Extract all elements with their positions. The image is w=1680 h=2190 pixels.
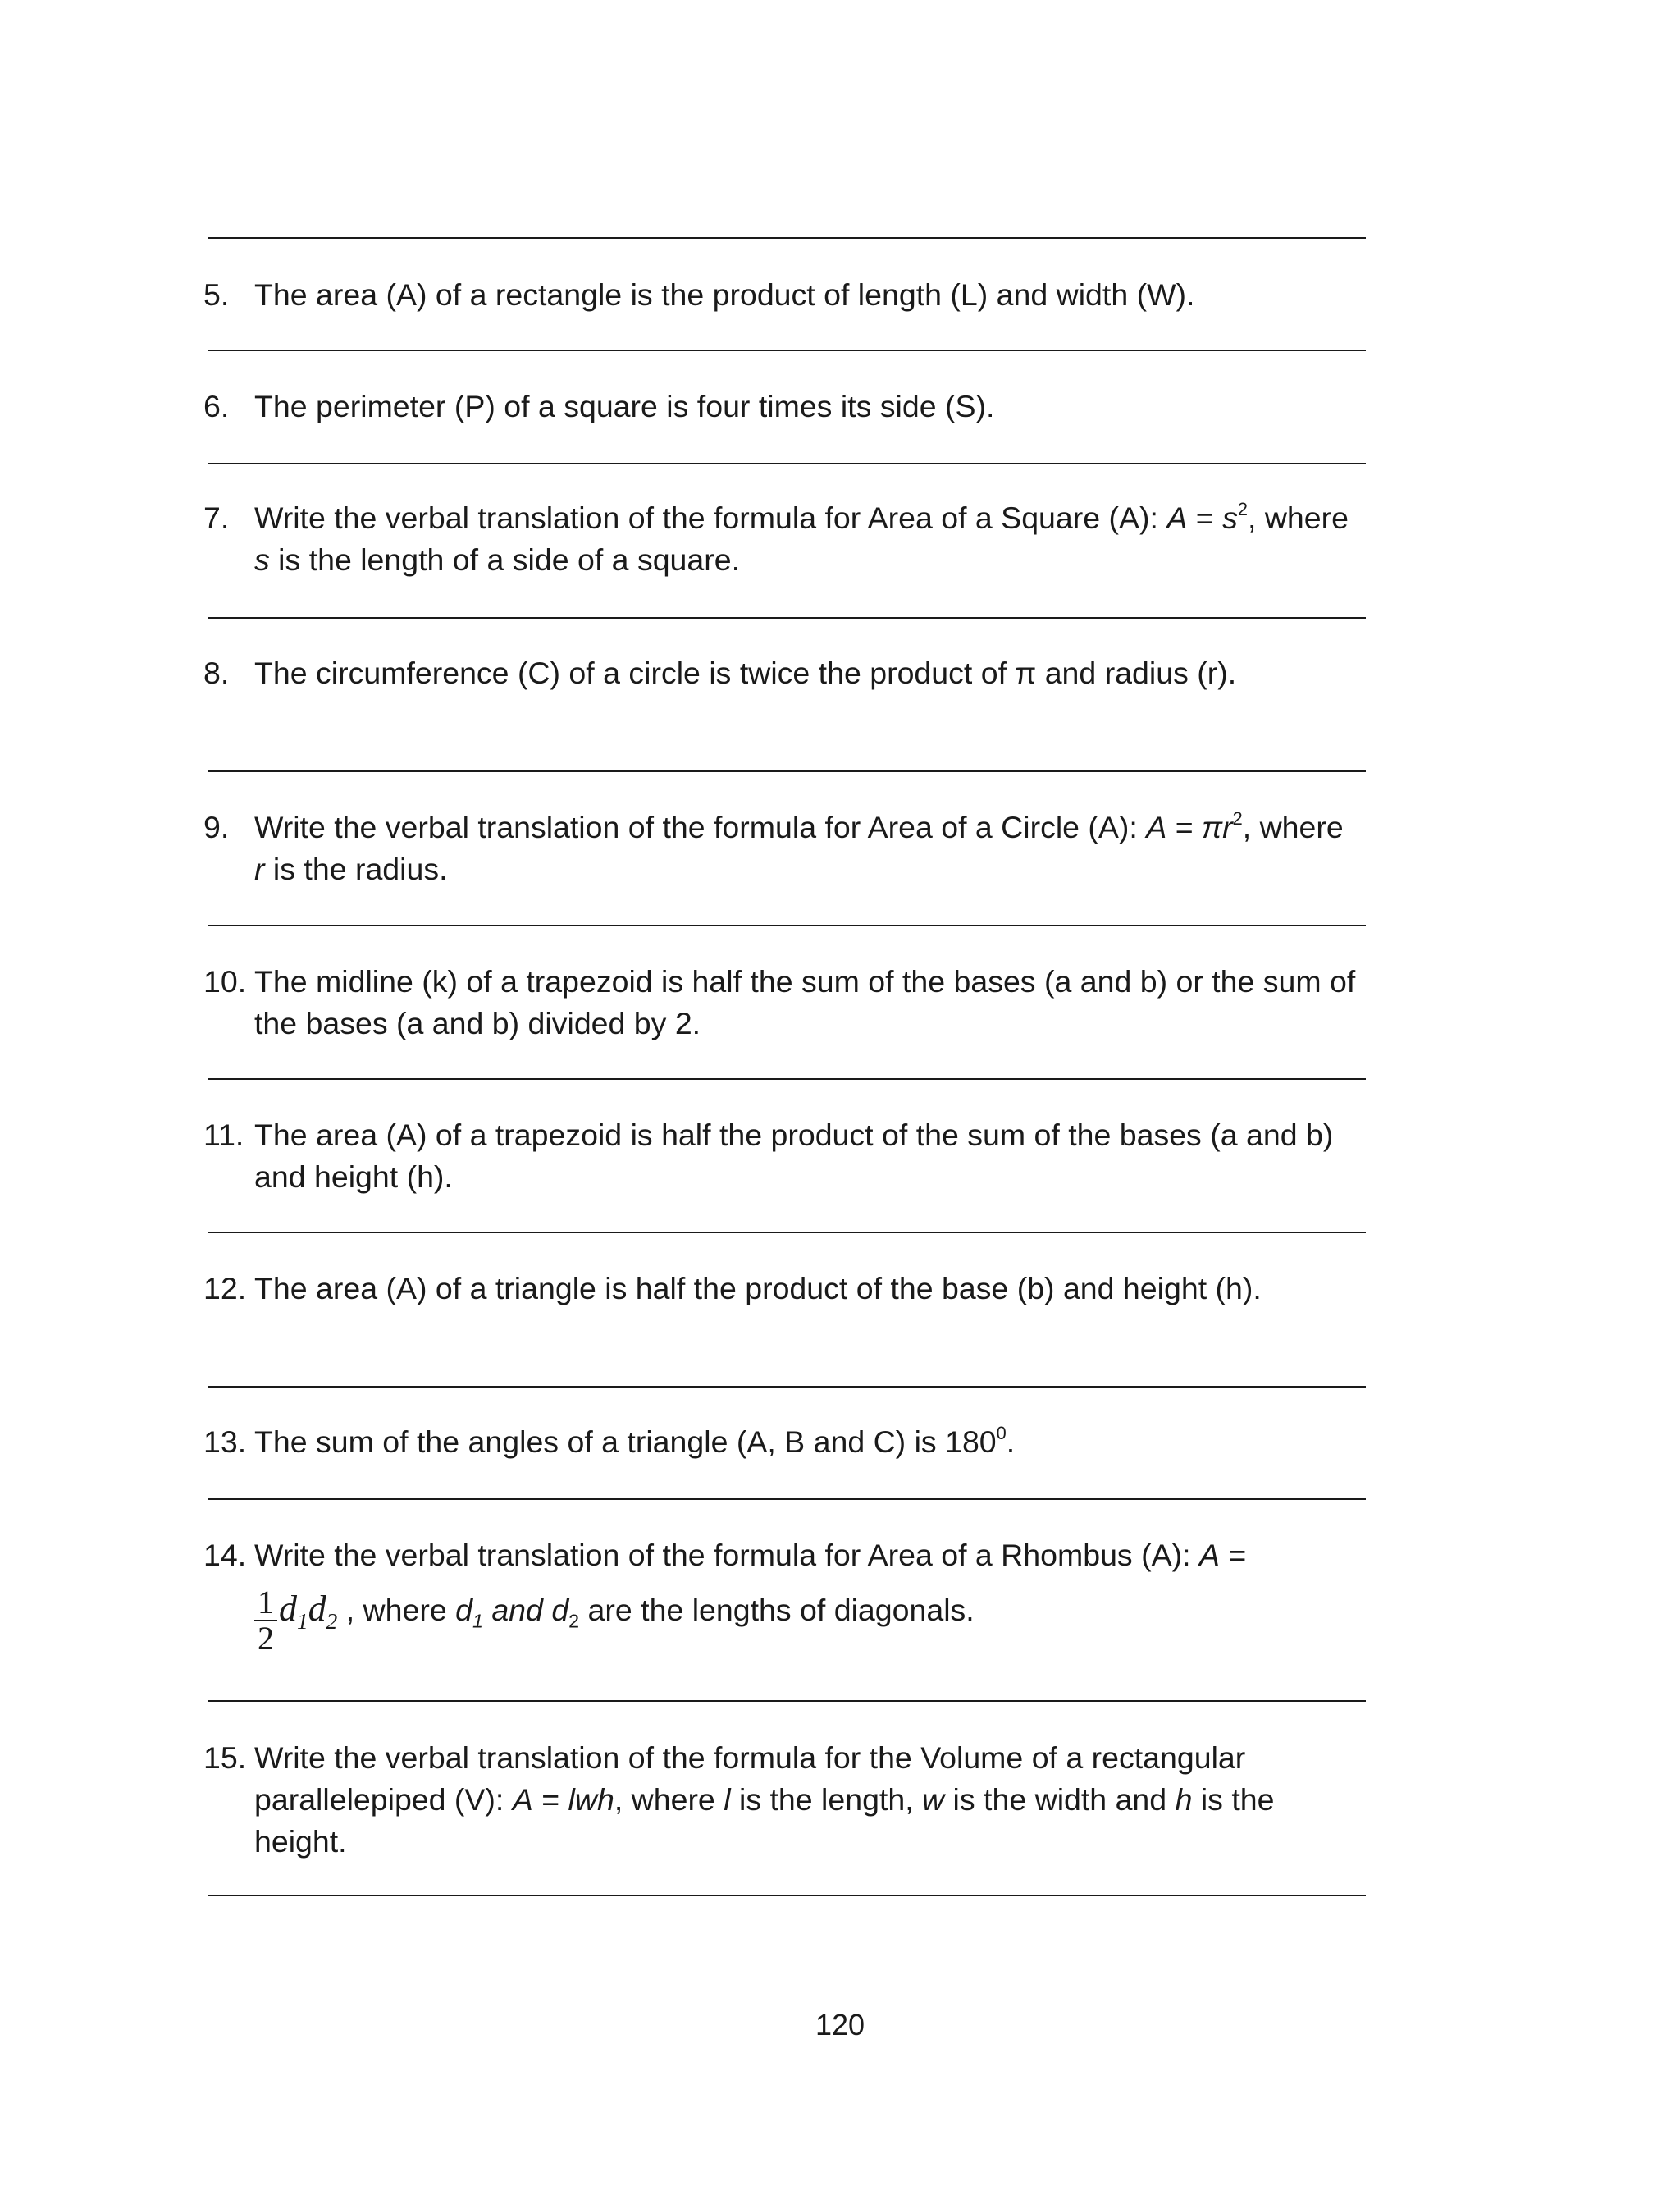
question-text-line — [254, 1779, 1376, 1821]
fraction-one-half — [254, 1586, 277, 1655]
question-number: 11. — [203, 1118, 244, 1152]
question-text: is the — [1192, 1782, 1275, 1817]
question-text: and — [482, 1592, 552, 1627]
question-text: , where — [1247, 501, 1349, 535]
formula-variable: A — [512, 1782, 533, 1817]
question-text-line: and height (h). — [254, 1159, 453, 1194]
formula-variable: h — [1175, 1782, 1193, 1817]
page-number: 120 — [815, 2008, 865, 2041]
formula-variable: l — [724, 1782, 731, 1817]
answer-line — [208, 1386, 1366, 1388]
question-text-line: Write the verbal translation of the formula for the Volume of a rectangular — [254, 1740, 1246, 1775]
answer-line — [208, 1700, 1366, 1702]
question-text: Write the verbal translation of the formula for Area of a Square (A): — [254, 501, 1167, 535]
formula-subscript: 2 — [568, 1610, 580, 1632]
question-text: The sum of the angles of a triangle (A, B and C) is 180 — [254, 1424, 997, 1459]
question-text-line — [254, 848, 1376, 890]
question-text-line: The midline (k) of a trapezoid is half the sum of the bases (a and b) or the sum of — [254, 964, 1356, 999]
question-text-line: the bases (a and b) divided by 2. — [254, 1006, 701, 1040]
formula-variable: s — [1222, 501, 1238, 535]
degree-exponent: 0 — [996, 1423, 1007, 1444]
question-text-line — [254, 1534, 1376, 1576]
question-number: 5. — [203, 277, 230, 312]
question-6 — [203, 386, 1376, 427]
question-11 — [203, 1114, 1376, 1198]
fraction-numerator: 1 — [254, 1586, 277, 1621]
formula-variable: r — [254, 852, 265, 886]
formula-variable: d — [308, 1588, 326, 1629]
answer-line — [208, 463, 1366, 464]
question-text-line — [254, 539, 1376, 581]
question-number: 7. — [203, 501, 230, 535]
formula-line — [254, 1578, 1376, 1657]
formula-subscript: 1 — [472, 1610, 483, 1632]
question-text: , where — [614, 1782, 724, 1817]
question-number: 14. — [203, 1538, 247, 1572]
fraction-denominator: 2 — [258, 1620, 274, 1657]
question-text: . — [1006, 1424, 1016, 1459]
question-text-line: height. — [254, 1824, 347, 1859]
question-9 — [203, 807, 1376, 890]
question-text: The area (A) of a rectangle is the product of length (L) and width (W). — [254, 277, 1195, 312]
question-text: , where — [1242, 810, 1344, 844]
formula-diagonal-1 — [279, 1588, 308, 1634]
formula-variable: d — [455, 1592, 472, 1627]
question-8 — [203, 652, 1376, 694]
question-number: 15. — [203, 1740, 247, 1775]
question-text: , — [337, 1592, 355, 1627]
question-14 — [203, 1534, 1376, 1657]
question-number: 10. — [203, 964, 247, 999]
question-text: is the width and — [944, 1782, 1176, 1817]
question-text: parallelepiped (V): — [254, 1782, 513, 1817]
answer-line — [208, 770, 1366, 772]
question-text-line — [254, 497, 1376, 539]
question-text-line — [254, 807, 1376, 848]
formula-variable: d — [279, 1588, 297, 1629]
formula-variable: A — [1146, 810, 1167, 844]
question-text-line: The area (A) of a trapezoid is half the product of the sum of the bases (a and b) — [254, 1118, 1334, 1152]
formula-operator: = — [1187, 501, 1223, 535]
formula-variable: lwh — [568, 1782, 614, 1817]
question-number: 8. — [203, 656, 230, 690]
question-text: Write the verbal translation of the formula for Area of a Rhombus (A): — [254, 1538, 1199, 1572]
formula-subscript: 1 — [297, 1608, 308, 1634]
answer-line — [208, 1498, 1366, 1500]
question-text: Write the verbal translation of the formula for Area of a Circle (A): — [254, 810, 1147, 844]
question-number: 6. — [203, 389, 230, 423]
question-text: is the length of a side of a square. — [269, 542, 741, 577]
formula-variable: πr — [1202, 810, 1233, 844]
question-number: 12. — [203, 1271, 247, 1305]
formula-variable: w — [922, 1782, 945, 1817]
question-text: is the length, — [730, 1782, 923, 1817]
answer-line — [208, 925, 1366, 926]
question-15 — [203, 1737, 1376, 1863]
formula-exponent: 2 — [1232, 808, 1243, 830]
question-text: are the lengths of diagonals. — [579, 1592, 975, 1627]
answer-line — [208, 350, 1366, 351]
question-5 — [203, 274, 1376, 316]
formula-subscript: 2 — [326, 1608, 338, 1634]
question-text: where — [354, 1592, 456, 1627]
formula-operator: = — [532, 1782, 568, 1817]
question-13 — [203, 1421, 1376, 1463]
question-text: The perimeter (P) of a square is four times its side (S). — [254, 389, 995, 423]
answer-line — [208, 237, 1366, 239]
question-12 — [203, 1268, 1376, 1310]
formula-exponent: 2 — [1237, 499, 1248, 520]
answer-line — [208, 1232, 1366, 1233]
answer-line — [208, 617, 1366, 619]
question-number: 9. — [203, 810, 230, 844]
question-number: 13. — [203, 1424, 247, 1459]
question-10 — [203, 961, 1376, 1045]
question-7 — [203, 497, 1376, 581]
formula-operator: = — [1219, 1538, 1247, 1572]
formula-variable: d — [551, 1592, 569, 1627]
formula-variable: s — [254, 542, 270, 577]
answer-line — [208, 1078, 1366, 1080]
formula-variable: A — [1166, 501, 1188, 535]
question-text: The area (A) of a triangle is half the product of the base (b) and height (h). — [254, 1271, 1262, 1305]
answer-line — [208, 1895, 1366, 1896]
question-text: The circumference (C) of a circle is twice the product of π and radius (r). — [254, 656, 1237, 690]
formula-variable: A — [1198, 1538, 1220, 1572]
formula-operator: = — [1166, 810, 1203, 844]
formula-diagonal-2 — [308, 1588, 338, 1634]
question-text: is the radius. — [264, 852, 448, 886]
